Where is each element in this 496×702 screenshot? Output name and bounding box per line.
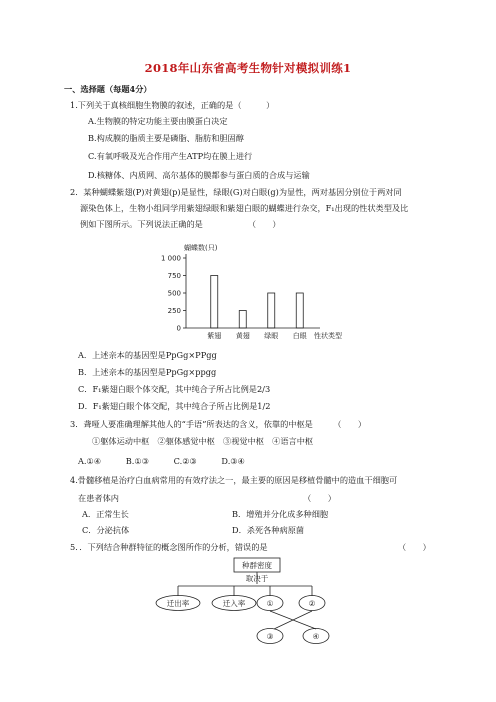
x-category-label: 紫翅	[207, 332, 222, 340]
q1-option-a: A.生物膜的特定功能主要由膜蛋白决定	[88, 116, 228, 126]
node-4-label: ④	[312, 632, 320, 641]
section-heading: 一、选择题（每题4分）	[64, 84, 152, 94]
q1-option-c: C.有氧呼吸及光合作用产生ATP均在膜上进行	[88, 151, 253, 161]
chart-ylabel: 蝴蝶数(只)	[184, 244, 218, 252]
q4-stem-line2: 在患者体内 （ ）	[78, 493, 336, 503]
q2-option-a: A．上述亲本的基因型是PpGg×PPgg	[78, 350, 217, 360]
cross-line-b	[274, 611, 312, 629]
decide-label: 取决于	[245, 574, 269, 583]
node-3-label: ③	[266, 632, 274, 641]
q4-option-d: D．杀死各种病原菌	[232, 525, 305, 535]
q1-stem: 1.下列关于真核细胞生物膜的叙述，正确的是（ ）	[70, 100, 275, 110]
bar-绿眼	[268, 293, 275, 328]
q2-stem-line1: 2．某种蝴蝶紫翅(P)对黄翅(p)是显性，绿眼(G)对白眼(g)为显性，两对基因分别位于两对同	[70, 187, 402, 197]
q3-stem: 3．聋哑人要准确理解其他人的“手语”所表达的含义，依靠的中枢是 （ ）	[70, 419, 367, 429]
y-tick-label: 0	[176, 324, 181, 333]
q3-choices: A.①④ B.①③ C.②③ D.③④	[78, 456, 245, 466]
y-tick-label: 250	[167, 307, 181, 315]
node-1-label: ①	[266, 599, 274, 608]
q4-option-b: B．增殖并分化成多种细胞	[232, 509, 329, 519]
bar-黄翅	[239, 311, 246, 329]
node-2-label: ②	[308, 599, 316, 608]
q5-answer-paren: （ ）	[398, 542, 431, 552]
document-title: 2018年山东省高考生物针对模拟训练1	[144, 61, 352, 75]
y-tick-label: 1 000	[160, 254, 181, 263]
x-category-label: 黄翅	[235, 332, 250, 340]
q4-option-a: A．正常生长	[82, 509, 129, 519]
x-category-label: 白眼	[292, 332, 307, 340]
q3-options: ①躯体运动中枢 ②躯体感觉中枢 ③视觉中枢 ④语言中枢	[92, 436, 314, 446]
bar-紫翅	[211, 276, 218, 329]
q1-option-b: B.构成膜的脂质主要是磷脂、脂肪和胆固醇	[88, 133, 244, 143]
node-immigration-rate-label: 迁入率	[222, 599, 246, 608]
q1-option-d: D.核糖体、内质网、高尔基体的膜都参与蛋白质的合成与运输	[88, 170, 310, 180]
population-concept-diagram	[140, 556, 390, 696]
q2-option-c: C．F₁紫翅白眼个体交配，其中纯合子所占比例是2/3	[78, 384, 271, 394]
bar-白眼	[296, 293, 303, 328]
y-tick-label: 750	[167, 272, 181, 280]
y-tick-label: 500	[167, 289, 181, 298]
q4-stem-line1: 4.骨髓移植是治疗白血病常用的有效疗法之一，最主要的原因是移植骨髓中的造血干细胞可	[70, 475, 398, 485]
node-emigration-rate-label: 迁出率	[166, 599, 190, 608]
q2-option-d: D．F₁紫翅白眼个体交配，其中纯合子所占比例是1/2	[78, 401, 271, 411]
node-population-density-label: 种群密度	[242, 561, 272, 570]
q4-option-c: C．分泌抗体	[82, 525, 130, 535]
q2-option-b: B．上述亲本的基因型是PpGg×ppgg	[78, 367, 217, 377]
q5-stem: 5．．下列结合种群特征的概念图所作的分析，错误的是	[70, 542, 268, 552]
chart-xlabel: 性状类型	[314, 332, 342, 340]
q2-stem-line3: 例如下图所示。下列说法正确的是 （ ）	[80, 219, 281, 229]
q2-stem-line2: 源染色体上，生物小组同学用紫翅绿眼和紫翅白眼的蝴蝶进行杂交，F₁出现的性状类型及比	[80, 203, 409, 213]
butterfly-bar-chart	[150, 240, 360, 345]
x-category-label: 绿眼	[264, 332, 279, 340]
